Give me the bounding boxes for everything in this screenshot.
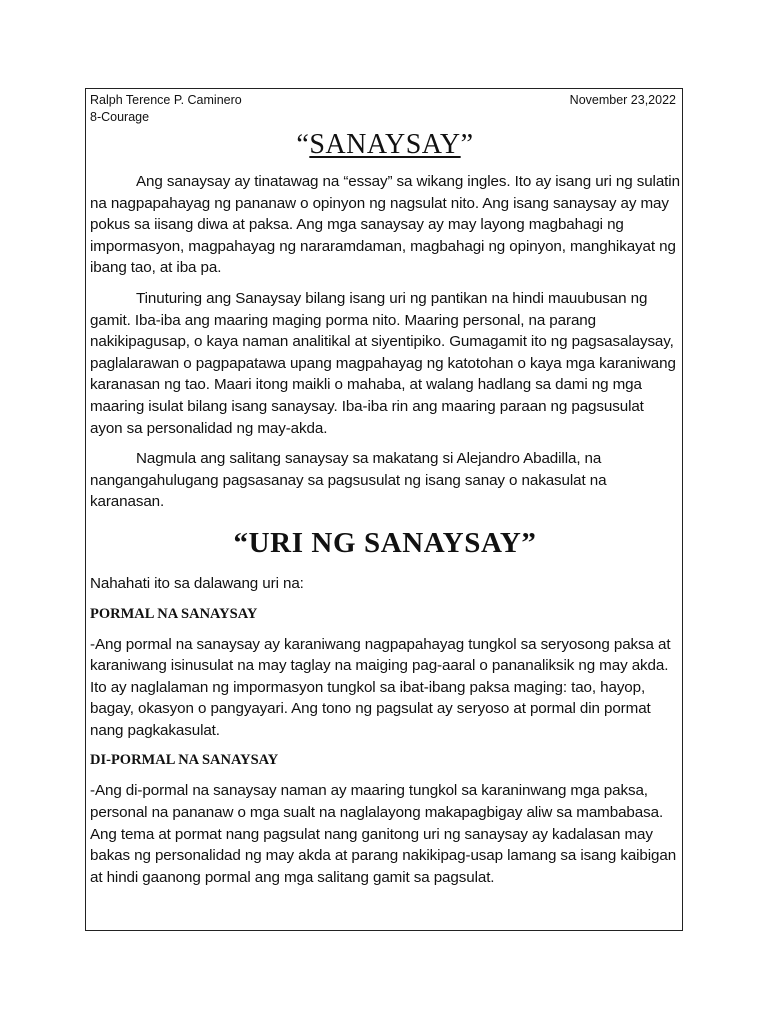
paragraph-origin: Nagmula ang salitang sanaysay sa makatang si Alejandro Abadilla, na nangangahulugang pagsasanay sa pagsusulat ng isang sanay o nakasulat na karanasan. [90, 450, 607, 511]
type-heading-pormal: PORMAL NA SANAYSAY [90, 605, 258, 622]
title-text: SANAYSAY [309, 129, 461, 160]
document-body [90, 92, 680, 897]
paragraph-definition: Ang sanaysay ay tinatawag na “essay” sa wikang ingles. Ito ay isang uri ng sulatin na nagpapahayag ng pananaw o opinyon ng nagsulat nito. Ang isang sanaysay ay may pokus sa iisang diwa at paksa. Ang mga sanaysay ay may layong magbahagi ng impormasyon, magpahayag ng nararamdaman, magbahagi ng opinyon, manghikayat ng ibang tao, at iba pa. [90, 173, 680, 277]
document-header [90, 92, 680, 109]
type-heading-di-pormal: DI-PORMAL NA SANAYSAY [90, 752, 279, 769]
title-open-quote: “ [296, 129, 310, 160]
section-title: “URI NG SANAYSAY” [233, 526, 537, 559]
document-date: November 23,2022 [569, 93, 676, 107]
paragraph-uses: Tinuturing ang Sanaysay bilang isang uri ng pantikan na hindi mauubusan ng gamit. Iba-iba ang maaring maging porma nito. Maaring personal, na parang nakikipagusap, o kaya naman analitikal at siyentipiko. Gumagamit ito ng pagsasalaysay, paglalarawan o pagpapatawa upang magpahayag ng katotohan o kaya mga karaniwang karanasan ng tao. Maari itong maikli o mahaba, at walang hadlang sa dami ng mga maaring isulat bilang isang sanaysay. Iba-iba rin ang maaring paraan ng pagsusulat ayon sa personalidad ng may-akda. [90, 289, 676, 437]
author-name: Ralph Terence P. Caminero [90, 93, 242, 107]
types-intro: Nahahati ito sa dalawang uri na: [90, 574, 304, 592]
type-body-di-pormal: -Ang di-pormal na sanaysay naman ay maaring tungkol sa karaninwang mga paksa, personal na pananaw o mga sualt na naglalayong makapagbigay aliw sa mambabasa. Ang tema at pormat nang pagsulat nang ganitong uri ng sanaysay ay kadalasan may bakas ng personalidad ng may akda at parang nakikipag-usap lamang sa isang kaibigan at hindi gaanong pormal ang mga salitang gamit sa pagsulat. [90, 782, 677, 886]
class-section: 8-Courage [90, 110, 150, 124]
document-title [90, 129, 680, 161]
type-body-pormal: -Ang pormal na sanaysay ay karaniwang nagpapahayag tungkol sa seryosong paksa at karaniwang isinusulat na may taglay na maiging pag-aaral o pananaliksik ng may akda. Ito ay naglalaman ng impormasyon tungkol sa ibat-ibang paksa maging: tao, hayop, bagay, okasyon o pangyayari. Ang tono ng pagsulat ay seryoso at pormal din pormat nang pagkakasulat. [90, 635, 671, 739]
title-close-quote: ” [460, 129, 474, 160]
